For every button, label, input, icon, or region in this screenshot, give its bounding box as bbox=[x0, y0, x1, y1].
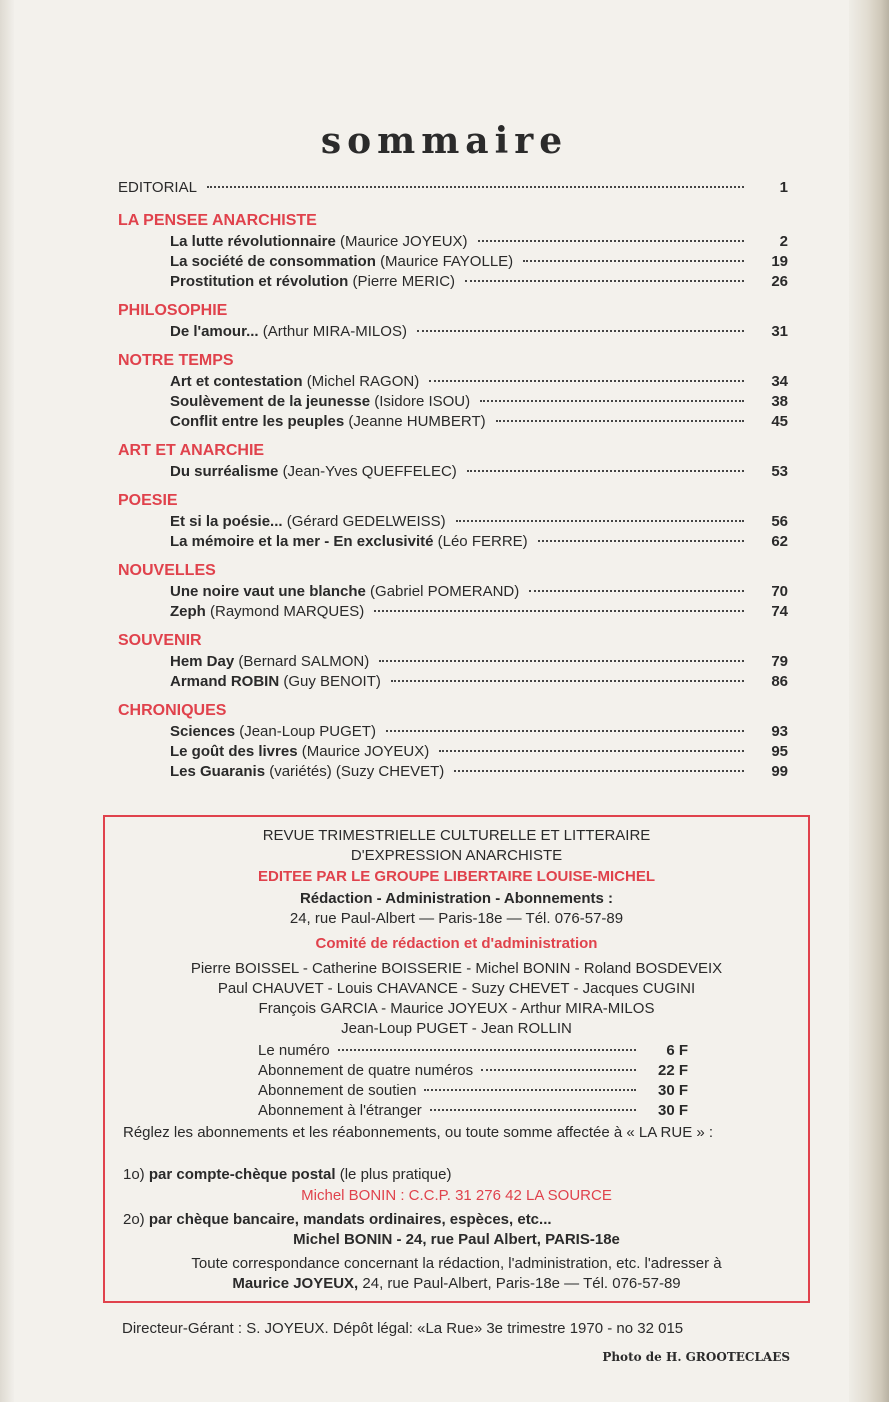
toc-page-number: 62 bbox=[771, 533, 788, 550]
option-number: 2o) bbox=[123, 1211, 145, 1228]
toc-entry[interactable] bbox=[118, 762, 788, 782]
toc-page-number: 31 bbox=[771, 323, 788, 340]
toc-entry[interactable] bbox=[118, 602, 788, 622]
toc-page-number: 38 bbox=[771, 393, 788, 410]
article-title: Prostitution et révolution bbox=[170, 273, 349, 290]
toc-section bbox=[118, 700, 788, 782]
price-label: Le numéro bbox=[258, 1042, 330, 1059]
toc-page-number: 34 bbox=[771, 373, 788, 390]
dot-leader bbox=[480, 400, 744, 402]
publication-info-box bbox=[103, 815, 810, 1303]
toc-entry-text bbox=[170, 372, 419, 392]
page-title: sommaire bbox=[320, 120, 569, 162]
article-author: (Gabriel POMERAND) bbox=[370, 583, 520, 600]
payment-option-2 bbox=[123, 1210, 791, 1230]
committee-title: Comité de rédaction et d'administration bbox=[315, 935, 598, 952]
price-row bbox=[258, 1081, 688, 1101]
committee-line: Pierre BOISSEL - Catherine BOISSERIE - Michel BONIN - Roland BOSDEVEIX bbox=[190, 960, 723, 977]
publisher: EDITEE PAR LE GROUPE LIBERTAIRE LOUISE-MICHEL bbox=[258, 868, 655, 885]
toc-entry[interactable] bbox=[118, 512, 788, 532]
article-author: (Bernard SALMON) bbox=[238, 653, 370, 670]
section-title: PHILOSOPHIE bbox=[118, 302, 228, 319]
dot-leader bbox=[467, 470, 744, 472]
toc-page-number: 53 bbox=[771, 463, 788, 480]
article-author: (Pierre MERIC) bbox=[352, 273, 456, 290]
dot-leader bbox=[424, 1089, 636, 1091]
dot-leader bbox=[481, 1069, 636, 1071]
price-row bbox=[258, 1101, 688, 1121]
journal-description-2: D'EXPRESSION ANARCHISTE bbox=[350, 847, 563, 864]
toc-page-number: 56 bbox=[771, 513, 788, 530]
price-amount: 22 F bbox=[657, 1062, 688, 1079]
toc-entry-text bbox=[170, 672, 381, 692]
price-amount: 30 F bbox=[657, 1102, 688, 1119]
section-title: NOTRE TEMPS bbox=[118, 352, 234, 369]
page-edge-left bbox=[0, 0, 14, 1402]
price-label: Abonnement de soutien bbox=[258, 1082, 417, 1099]
toc-page-number: 74 bbox=[771, 603, 788, 620]
article-author: (Arthur MIRA-MILOS) bbox=[262, 323, 407, 340]
toc-entry[interactable] bbox=[118, 372, 788, 392]
dot-leader bbox=[386, 730, 744, 732]
article-title: Une noire vaut une blanche bbox=[170, 583, 366, 600]
toc-entry[interactable] bbox=[118, 322, 788, 342]
article-title: La mémoire et la mer - En exclusivité bbox=[170, 533, 434, 550]
dot-leader bbox=[538, 540, 744, 542]
article-title: Les Guaranis bbox=[170, 763, 266, 780]
article-title: Sciences bbox=[170, 723, 236, 740]
dot-leader bbox=[523, 260, 744, 262]
section-title: CHRONIQUES bbox=[118, 702, 227, 719]
dot-leader bbox=[454, 770, 744, 772]
article-title: Art et contestation bbox=[170, 373, 303, 390]
toc-entry-text bbox=[170, 232, 468, 252]
article-author: (Maurice JOYEUX) bbox=[301, 743, 430, 760]
toc-entry-text bbox=[170, 512, 446, 532]
toc-section bbox=[118, 440, 788, 482]
toc-page-number: 45 bbox=[771, 413, 788, 430]
toc-page-number: 79 bbox=[771, 653, 788, 670]
article-title: La société de consommation bbox=[170, 253, 376, 270]
address: 24, rue Paul-Albert — Paris-18e — Tél. 076-57-89 bbox=[289, 910, 624, 927]
toc-entry[interactable] bbox=[118, 582, 788, 602]
article-title: Du surréalisme bbox=[170, 463, 279, 480]
correspondence-street: 24, rue Paul-Albert, Paris-18e — Tél. 076-57-89 bbox=[362, 1275, 681, 1292]
toc-page-number: 26 bbox=[771, 273, 788, 290]
dot-leader bbox=[379, 660, 744, 662]
toc-section bbox=[118, 630, 788, 692]
toc-entry-text bbox=[170, 462, 457, 482]
dot-leader bbox=[417, 330, 744, 332]
toc-section bbox=[118, 350, 788, 432]
toc-entry-text bbox=[170, 582, 519, 602]
dot-leader bbox=[478, 240, 744, 242]
payment-option-1 bbox=[123, 1165, 791, 1185]
option-note: (le plus pratique) bbox=[339, 1166, 452, 1183]
price-row bbox=[258, 1041, 688, 1061]
toc-entry[interactable] bbox=[118, 412, 788, 432]
toc-page-number: 93 bbox=[771, 723, 788, 740]
article-author: (Guy BENOIT) bbox=[283, 673, 381, 690]
toc-entry-text bbox=[170, 322, 407, 342]
section-title: NOUVELLES bbox=[118, 562, 216, 579]
price-list bbox=[258, 1041, 688, 1121]
price-amount: 6 F bbox=[666, 1042, 688, 1059]
article-author: (Raymond MARQUES) bbox=[210, 603, 365, 620]
toc-page-number: 2 bbox=[779, 233, 788, 250]
article-author: (Michel RAGON) bbox=[306, 373, 420, 390]
article-author: (variétés) (Suzy CHEVET) bbox=[269, 763, 445, 780]
toc-section bbox=[118, 300, 788, 342]
redaction-label: Rédaction - Administration - Abonnements : bbox=[299, 890, 614, 907]
toc-entry[interactable] bbox=[118, 742, 788, 762]
toc-entry-text bbox=[170, 602, 364, 622]
committee-line: Jean-Loup PUGET - Jean ROLLIN bbox=[341, 1020, 572, 1037]
toc-section bbox=[118, 560, 788, 622]
toc-page-number: 70 bbox=[771, 583, 788, 600]
article-title: Zeph bbox=[170, 603, 206, 620]
article-title: Soulèvement de la jeunesse bbox=[170, 393, 371, 410]
toc-entry[interactable] bbox=[118, 252, 788, 272]
toc-entry[interactable] bbox=[118, 272, 788, 292]
dot-leader bbox=[496, 420, 744, 422]
article-author: (Isidore ISOU) bbox=[374, 393, 471, 410]
toc-entry-text bbox=[170, 762, 444, 782]
article-author: (Jean-Loup PUGET) bbox=[239, 723, 376, 740]
ccp-account: Michel BONIN : C.C.P. 31 276 42 LA SOURCE bbox=[301, 1187, 612, 1204]
committee-line: François GARCIA - Maurice JOYEUX - Arthur MIRA-MILOS bbox=[258, 1000, 655, 1017]
correspondence-note: Toute correspondance concernant la rédaction, l'administration, etc. l'adresser à bbox=[191, 1255, 722, 1272]
toc-section bbox=[118, 210, 788, 292]
toc-entry[interactable] bbox=[118, 232, 788, 252]
toc-entry-text bbox=[170, 742, 429, 762]
toc-entry-text bbox=[170, 532, 528, 552]
section-title: SOUVENIR bbox=[118, 632, 202, 649]
toc-entry-text bbox=[170, 722, 376, 742]
dot-leader bbox=[456, 520, 744, 522]
price-label: Abonnement à l'étranger bbox=[258, 1102, 422, 1119]
toc-entry[interactable] bbox=[118, 532, 788, 552]
journal-description: REVUE TRIMESTRIELLE CULTURELLE ET LITTERAIRE bbox=[262, 827, 651, 844]
dot-leader bbox=[430, 1109, 636, 1111]
dot-leader bbox=[439, 750, 744, 752]
toc-page-number: 95 bbox=[771, 743, 788, 760]
article-title: De l'amour... bbox=[170, 323, 259, 340]
article-title: Armand ROBIN bbox=[170, 673, 280, 690]
section-title: POESIE bbox=[118, 492, 178, 509]
toc-section bbox=[118, 490, 788, 552]
option-title: par chèque bancaire, mandats ordinaires, espèces, etc... bbox=[148, 1211, 552, 1228]
section-title: LA PENSEE ANARCHISTE bbox=[118, 212, 317, 229]
toc-entry-text bbox=[170, 252, 513, 272]
dot-leader bbox=[338, 1049, 636, 1051]
article-title: Conflit entre les peuples bbox=[170, 413, 345, 430]
section-title: ART ET ANARCHIE bbox=[118, 442, 265, 459]
price-label: Abonnement de quatre numéros bbox=[258, 1062, 474, 1079]
article-author: (Jean-Yves QUEFFELEC) bbox=[282, 463, 457, 480]
dot-leader bbox=[374, 610, 744, 612]
article-title: Le goût des livres bbox=[170, 743, 298, 760]
article-author: (Maurice JOYEUX) bbox=[340, 233, 468, 250]
article-author: (Jeanne HUMBERT) bbox=[348, 413, 486, 430]
dot-leader bbox=[391, 680, 744, 682]
toc-entry-text bbox=[170, 272, 455, 292]
price-row bbox=[258, 1061, 688, 1081]
page-edge-right bbox=[849, 0, 889, 1402]
price-amount: 30 F bbox=[657, 1082, 688, 1099]
option-title: par compte-chèque postal bbox=[148, 1166, 336, 1183]
dot-leader bbox=[207, 186, 744, 188]
bank-address: Michel BONIN - 24, rue Paul Albert, PARIS-18e bbox=[293, 1231, 620, 1248]
toc-page-number: 86 bbox=[771, 673, 788, 690]
toc-page-number: 19 bbox=[771, 253, 788, 270]
article-author: (Léo FERRE) bbox=[437, 533, 528, 550]
article-author: (Gérard GEDELWEISS) bbox=[286, 513, 446, 530]
article-title: La lutte révolutionnaire bbox=[170, 233, 336, 250]
dot-leader bbox=[529, 590, 744, 592]
article-title: Hem Day bbox=[170, 653, 235, 670]
toc-entry[interactable] bbox=[118, 722, 788, 742]
toc-entry[interactable] bbox=[118, 652, 788, 672]
toc-page-number: 1 bbox=[779, 179, 788, 196]
correspondence-address bbox=[105, 1274, 808, 1294]
toc-entry-text bbox=[170, 392, 470, 412]
dot-leader bbox=[465, 280, 744, 282]
option-number: 1o) bbox=[123, 1166, 145, 1183]
table-of-contents bbox=[118, 178, 788, 790]
toc-entry-text bbox=[170, 412, 486, 432]
toc-page-number: 99 bbox=[771, 763, 788, 780]
toc-entry-text bbox=[170, 652, 369, 672]
toc-item-title: EDITORIAL bbox=[118, 179, 197, 196]
toc-sections bbox=[118, 210, 788, 782]
toc-editorial[interactable] bbox=[118, 178, 788, 198]
committee-line: Paul CHAUVET - Louis CHAVANCE - Suzy CHEVET - Jacques CUGINI bbox=[217, 980, 696, 997]
toc-entry[interactable] bbox=[118, 672, 788, 692]
photo-credit: Photo de H. GROOTECLAES bbox=[602, 1350, 790, 1364]
dot-leader bbox=[429, 380, 744, 382]
toc-entry[interactable] bbox=[118, 462, 788, 482]
legal-footer: Directeur-Gérant : S. JOYEUX. Dépôt légal: «La Rue» 3e trimestre 1970 - no 32 015 bbox=[122, 1320, 684, 1337]
correspondence-name: Maurice JOYEUX, bbox=[232, 1275, 359, 1292]
payment-intro: Réglez les abonnements et les réabonnements, ou toute somme affectée à « LA RUE » : bbox=[123, 1124, 714, 1141]
article-author: (Maurice FAYOLLE) bbox=[380, 253, 514, 270]
article-title: Et si la poésie... bbox=[170, 513, 283, 530]
toc-entry[interactable] bbox=[118, 392, 788, 412]
